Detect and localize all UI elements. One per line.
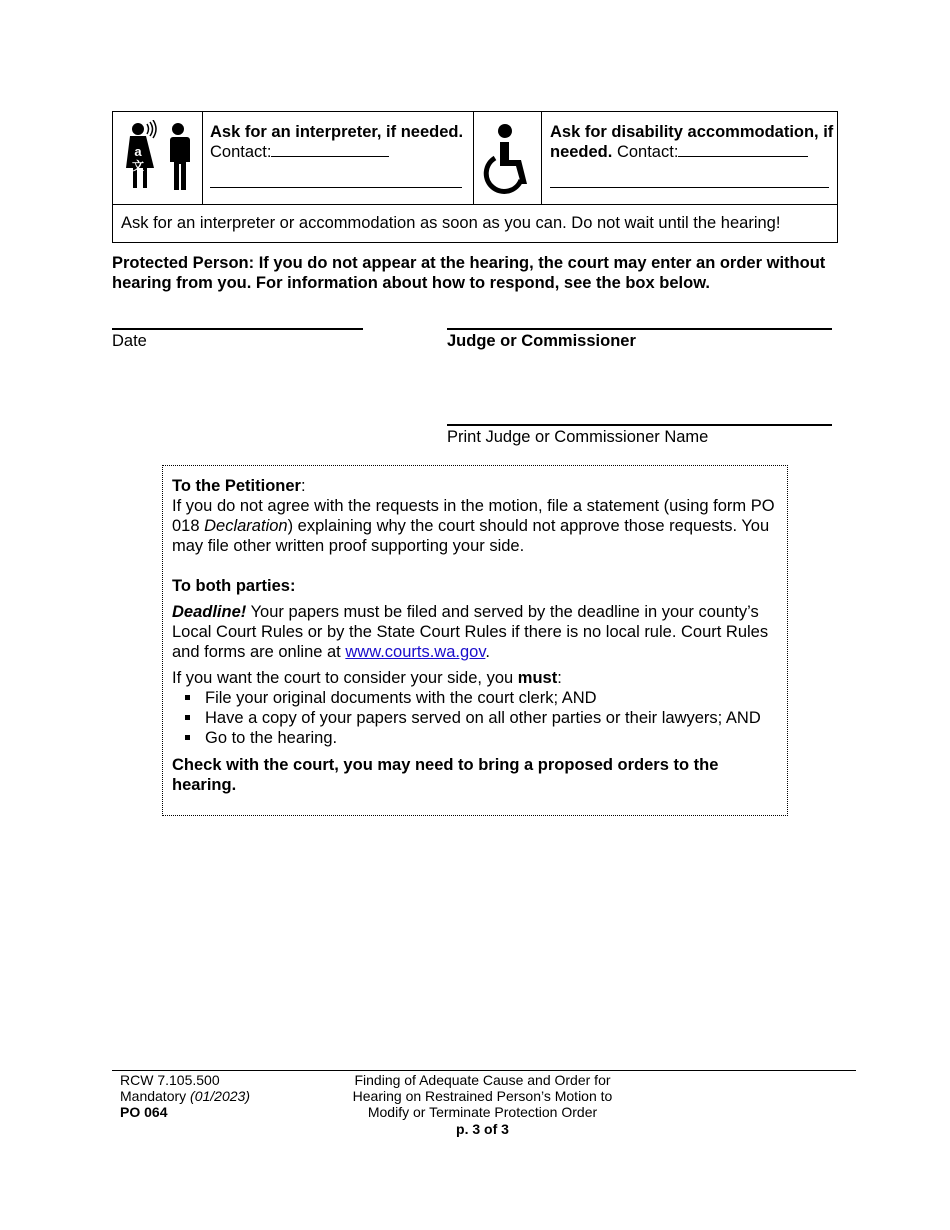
interpreter-text: Ask for an interpreter, if needed. Contact: (210, 123, 464, 162)
footer-mandatory: Mandatory (01/2023) (120, 1088, 250, 1105)
deadline-text: Deadline! Your papers must be filed and served by the deadline in your county’s Local Court Rules or by the State Court Rules if there is no local rule. Court Rules and forms are online at www.courts.wa.gov. (172, 602, 769, 661)
list-item: Go to the hearing. (172, 728, 777, 748)
response-info-box (162, 465, 788, 816)
disability-contact-line[interactable] (550, 187, 829, 188)
svg-text:文: 文 (131, 159, 145, 173)
footer-rcw: RCW 7.105.500 (120, 1072, 220, 1088)
table-divider (473, 112, 474, 204)
judge-signature-line[interactable] (447, 328, 832, 330)
judge-label: Judge or Commissioner (447, 332, 636, 350)
footer-page: p. 3 of 3 (456, 1120, 509, 1137)
petitioner-text: If you do not agree with the requests in the motion, file a statement (using form PO 018 Declaration) explaining why the court should not approve those requests. You may file other written proof supporting your side. (172, 497, 775, 556)
table-divider (202, 112, 203, 204)
footer-form-info (120, 1072, 250, 1121)
footer-title: Finding of Adequate Cause and Order for Hearing on Restrained Person’s Motion to Modify or Terminate Protection Order (352, 1072, 613, 1121)
date-label: Date (112, 332, 147, 350)
consider-text: If you want the court to consider your side, you must: (172, 669, 562, 687)
disability-text: Ask for disability accommodation, if needed. Contact: (550, 123, 834, 162)
protected-person-warning: Protected Person: If you do not appear at the hearing, the court may enter an order without hearing from you. For information about how to respond, see the box below. (112, 254, 826, 293)
requirements-list (172, 688, 777, 748)
footer-rule (112, 1070, 856, 1071)
courts-link[interactable]: www.courts.wa.gov (345, 642, 486, 661)
closing-note: Check with the court, you may need to bring a proposed orders to the hearing. (172, 755, 719, 794)
list-item: File your original documents with the court clerk; AND (172, 688, 777, 708)
access-notice: Ask for an interpreter or accommodation as soon as you can. Do not wait until the hearing! (121, 214, 781, 232)
access-table (112, 111, 838, 243)
judge-name-line[interactable] (447, 424, 832, 426)
interpreter-contact-line[interactable] (210, 187, 462, 188)
date-line[interactable] (112, 328, 363, 330)
list-item: Have a copy of your papers served on all other parties or their lawyers; AND (172, 708, 777, 728)
footer-title-block (340, 1072, 625, 1137)
table-divider (541, 112, 542, 204)
wheelchair-icon (483, 122, 533, 194)
footer-form-number: PO 064 (120, 1104, 168, 1121)
interpreter-icon (119, 120, 199, 192)
svg-text:a: a (134, 144, 142, 159)
petitioner-heading: To the Petitioner: (172, 477, 306, 495)
print-name-label: Print Judge or Commissioner Name (447, 428, 709, 446)
both-parties-heading: To both parties: (172, 576, 296, 595)
table-divider (113, 204, 837, 205)
